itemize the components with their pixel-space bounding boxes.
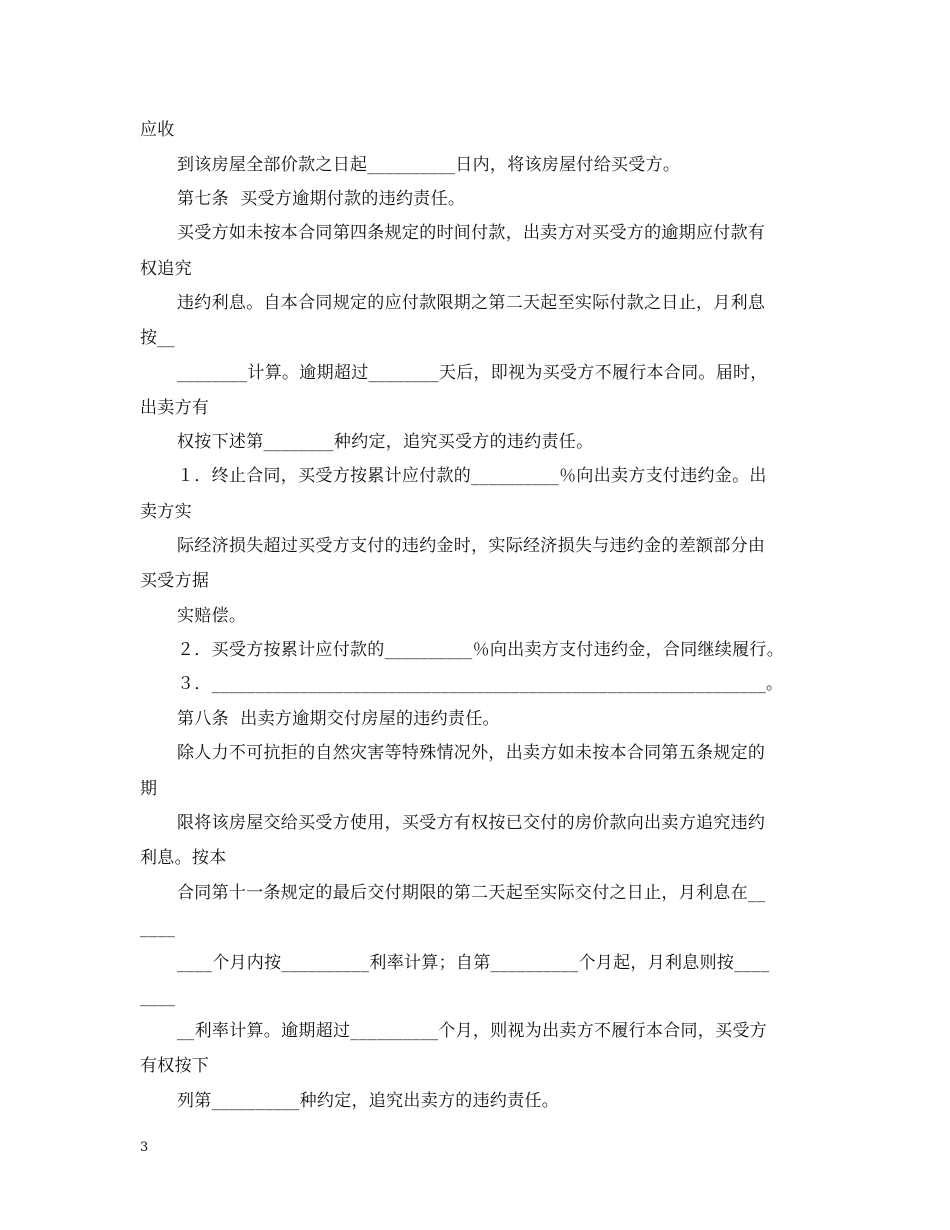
- text-line: 利息。按本: [140, 848, 227, 868]
- text-line: 合同第十一条规定的最后交付期限的第二天起至实际交付之日止，月利息在__: [177, 883, 766, 903]
- text-line: 列第__________种约定，追究出卖方的违约责任。: [177, 1091, 560, 1111]
- list-item: ２．买受方按累计应付款的__________％向出卖方支付违约金，合同继续履行。: [177, 640, 784, 660]
- text-line: 权追究: [140, 259, 192, 279]
- text-line: 权按下述第________种约定，追究买受方的违约责任。: [177, 432, 594, 452]
- text-line: 出卖方有: [140, 398, 210, 418]
- text-line: 卖方实: [140, 502, 192, 522]
- list-item: ３．_______________________________________________________________。: [177, 674, 784, 694]
- text-line: ________计算。逾期超过________天后，即视为买受方不履行本合同。届时，: [177, 363, 768, 383]
- text-line: 有权按下: [140, 1056, 210, 1076]
- list-item: １．终止合同，买受方按累计应付款的__________％向出卖方支付违约金。出: [177, 466, 767, 486]
- text-line: 际经济损失超过买受方支付的违约金时，实际经济损失与违约金的差额部分由: [177, 536, 766, 556]
- text-line: 按__: [140, 328, 175, 348]
- text-line: 到该房屋全部价款之日起__________日内，将该房屋付给买受方。: [177, 155, 681, 175]
- text-line: ____: [140, 987, 176, 1007]
- text-line: ____个月内按__________利率计算；自第__________个月起，月利息则按____: [177, 953, 770, 973]
- text-line: 违约利息。自本合同规定的应付款限期之第二天起至实际付款之日止，月利息: [177, 293, 766, 313]
- text-line: __利率计算。逾期超过__________个月，则视为出卖方不履行本合同，买受方: [177, 1021, 767, 1041]
- text-line: 期: [140, 779, 158, 799]
- text-line: 限将该房屋交给买受方使用，买受方有权按已交付的房价款向出卖方追究违约: [177, 813, 766, 833]
- page-number: 3: [140, 1140, 149, 1155]
- text-line: ____: [140, 918, 176, 938]
- text-line: 除人力不可抗拒的自然灾害等特殊情况外，出卖方如未按本合同第五条规定的: [177, 743, 766, 763]
- text-line: 买受方如未按本合同第四条规定的时间付款，出卖方对买受方的逾期应付款有: [177, 223, 766, 243]
- section-heading: 第七条 买受方逾期付款的违约责任。: [177, 189, 466, 209]
- text-line: 应收: [140, 120, 175, 140]
- text-line: 买受方据: [140, 571, 210, 591]
- text-line: 实赔偿。: [177, 606, 247, 626]
- section-heading: 第八条 出卖方逾期交付房屋的违约责任。: [177, 709, 500, 729]
